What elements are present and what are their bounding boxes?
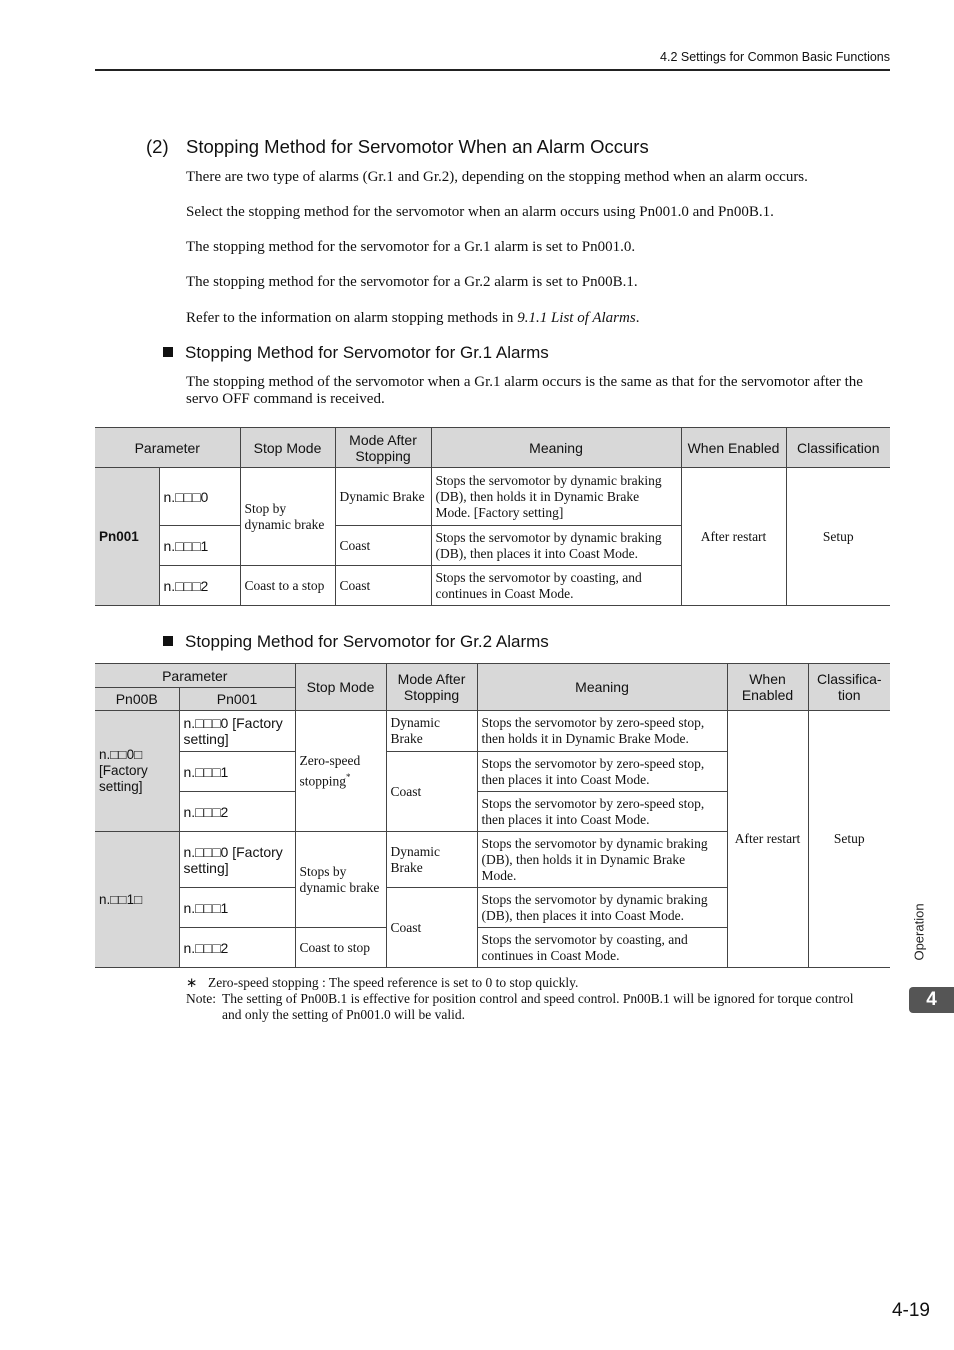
gr1-after: Coast bbox=[335, 526, 431, 566]
paragraph: The stopping method for the servomotor for a Gr.1 alarm is set to Pn001.0. bbox=[186, 239, 636, 255]
gr1-header-meaning: Meaning bbox=[431, 428, 681, 468]
refer-end: . bbox=[635, 310, 640, 326]
gr2-meaning: Stops the servomotor by zero-speed stop, then places it into Coast Mode. bbox=[477, 792, 727, 832]
bullet-square-icon bbox=[163, 636, 173, 646]
footnote-mark: * bbox=[346, 771, 351, 782]
gr1-meaning: Stops the servomotor by dynamic braking (DB), then places it into Coast Mode. bbox=[431, 526, 681, 566]
gr1-stop-mode: Coast to a stop bbox=[240, 566, 335, 606]
gr2-pn001: n.□□□0 [Factory setting] bbox=[179, 711, 295, 752]
footnote bbox=[186, 975, 890, 991]
gr2-header-meaning: Meaning bbox=[477, 664, 727, 711]
gr2-pn001: n.□□□1 bbox=[179, 888, 295, 928]
paragraph: The stopping method for the servomotor for a Gr.2 alarm is set to Pn00B.1. bbox=[186, 274, 638, 290]
gr1-value: n.□□□2 bbox=[159, 566, 240, 606]
page-number: 4-19 bbox=[891, 1300, 930, 1321]
gr2-meaning: Stops the servomotor by dynamic braking (DB), then places it into Coast Mode. bbox=[477, 888, 727, 928]
gr2-after: Coast bbox=[386, 888, 477, 968]
gr2-meaning: Stops the servomotor by dynamic braking (DB), then holds it in Dynamic Brake Mode. bbox=[477, 832, 727, 888]
gr2-pn00b-b: n.□□1□ bbox=[95, 832, 179, 968]
gr1-header-parameter: Parameter bbox=[95, 428, 240, 468]
gr1-header-after: Mode After Stopping bbox=[335, 428, 431, 468]
gr2-after: Dynamic Brake bbox=[386, 711, 477, 752]
section-title bbox=[146, 136, 649, 158]
gr2-stop-mode-b: Stops by dynamic brake bbox=[295, 832, 386, 928]
gr2-header-class: Classifica-tion bbox=[808, 664, 890, 711]
gr2-header-parameter: Parameter bbox=[95, 664, 295, 688]
bullet-square-icon bbox=[163, 347, 173, 357]
note bbox=[186, 991, 890, 1023]
gr2-pn001: n.□□□2 bbox=[179, 928, 295, 968]
gr1-value: n.□□□1 bbox=[159, 526, 240, 566]
gr1-meaning: Stops the servomotor by dynamic braking (DB), then holds it in Dynamic Brake Mode. [Factory setting] bbox=[431, 468, 681, 526]
side-label-text: Operation bbox=[911, 903, 927, 961]
gr2-stop-mode-a bbox=[295, 711, 386, 832]
gr1-param-name: Pn001 bbox=[95, 468, 159, 606]
gr1-after: Coast bbox=[335, 566, 431, 606]
gr2-meaning: Stops the servomotor by coasting, and continues in Coast Mode. bbox=[477, 928, 727, 968]
gr2-header-pn001: Pn001 bbox=[179, 688, 295, 711]
gr2-pn001: n.□□□0 [Factory setting] bbox=[179, 832, 295, 888]
gr2-pn001: n.□□□1 bbox=[179, 752, 295, 792]
gr2-table bbox=[95, 663, 890, 968]
gr2-header-after: Mode After Stopping bbox=[386, 664, 477, 711]
gr1-classification: Setup bbox=[786, 468, 890, 606]
running-header: 4.2 Settings for Common Basic Functions bbox=[660, 50, 890, 64]
refer-paragraph bbox=[186, 310, 890, 327]
chapter-tab: 4 bbox=[909, 987, 954, 1013]
gr1-value: n.□□□0 bbox=[159, 468, 240, 526]
gr1-header-when: When Enabled bbox=[681, 428, 786, 468]
gr2-title-text: Stopping Method for Servomotor for Gr.2 Alarms bbox=[185, 632, 549, 651]
paragraph: There are two type of alarms (Gr.1 and Gr.2), depending on the stopping method when an alarm occurs. bbox=[186, 169, 808, 185]
gr1-title bbox=[163, 343, 549, 363]
gr2-meaning: Stops the servomotor by zero-speed stop, then places it into Coast Mode. bbox=[477, 752, 727, 792]
paragraph: Select the stopping method for the servomotor when an alarm occurs using Pn001.0 and Pn00B.1. bbox=[186, 204, 774, 220]
gr2-stop-mode-coast: Coast to stop bbox=[295, 928, 386, 968]
gr1-header-stop-mode: Stop Mode bbox=[240, 428, 335, 468]
section-title-text: Stopping Method for Servomotor When an Alarm Occurs bbox=[186, 136, 649, 157]
note-label: Note: bbox=[186, 991, 216, 1006]
gr1-meaning: Stops the servomotor by coasting, and continues in Coast Mode. bbox=[431, 566, 681, 606]
gr1-table bbox=[95, 427, 890, 606]
gr2-meaning: Stops the servomotor by zero-speed stop, then holds it in Dynamic Brake Mode. bbox=[477, 711, 727, 752]
gr2-stop-mode-text: Zero-speed stopping bbox=[299, 752, 361, 789]
gr1-title-text: Stopping Method for Servomotor for Gr.1 Alarms bbox=[185, 343, 549, 362]
gr2-title bbox=[163, 632, 549, 652]
gr1-stop-mode: Stop by dynamic brake bbox=[240, 468, 335, 566]
refer-link[interactable]: 9.1.1 List of Alarms bbox=[517, 310, 636, 326]
gr1-when-enabled: After restart bbox=[681, 468, 786, 606]
gr2-pn00b-a: n.□□0□ [Factory setting] bbox=[95, 711, 179, 832]
footnote-text: Zero-speed stopping : The speed reference is set to 0 to stop quickly. bbox=[208, 975, 579, 990]
gr2-header-when: When Enabled bbox=[727, 664, 808, 711]
gr2-after: Dynamic Brake bbox=[386, 832, 477, 888]
side-section-label bbox=[909, 900, 929, 964]
footnote-mark: ∗ bbox=[186, 975, 198, 990]
section-number: (2) bbox=[146, 136, 169, 157]
gr1-intro: The stopping method of the servomotor when a Gr.1 alarm occurs is the same as that for the servomotor after the servo OFF command is received. bbox=[186, 374, 863, 407]
gr2-pn001: n.□□□2 bbox=[179, 792, 295, 832]
gr2-header-pn00b: Pn00B bbox=[95, 688, 179, 711]
gr1-after: Dynamic Brake bbox=[335, 468, 431, 526]
note-line2: and only the setting of Pn001.0 will be valid. bbox=[222, 1007, 465, 1022]
header-rule bbox=[95, 69, 890, 71]
gr2-classification: Setup bbox=[808, 711, 890, 968]
gr2-after: Coast bbox=[386, 752, 477, 832]
gr2-when-enabled: After restart bbox=[727, 711, 808, 968]
note-line1: The setting of Pn00B.1 is effective for position control and speed control. Pn00B.1 will be ignored for torque control bbox=[222, 991, 854, 1006]
gr1-header-class: Classification bbox=[786, 428, 890, 468]
refer-text: Refer to the information on alarm stopping methods in bbox=[186, 310, 518, 326]
gr2-header-stop-mode: Stop Mode bbox=[295, 664, 386, 711]
